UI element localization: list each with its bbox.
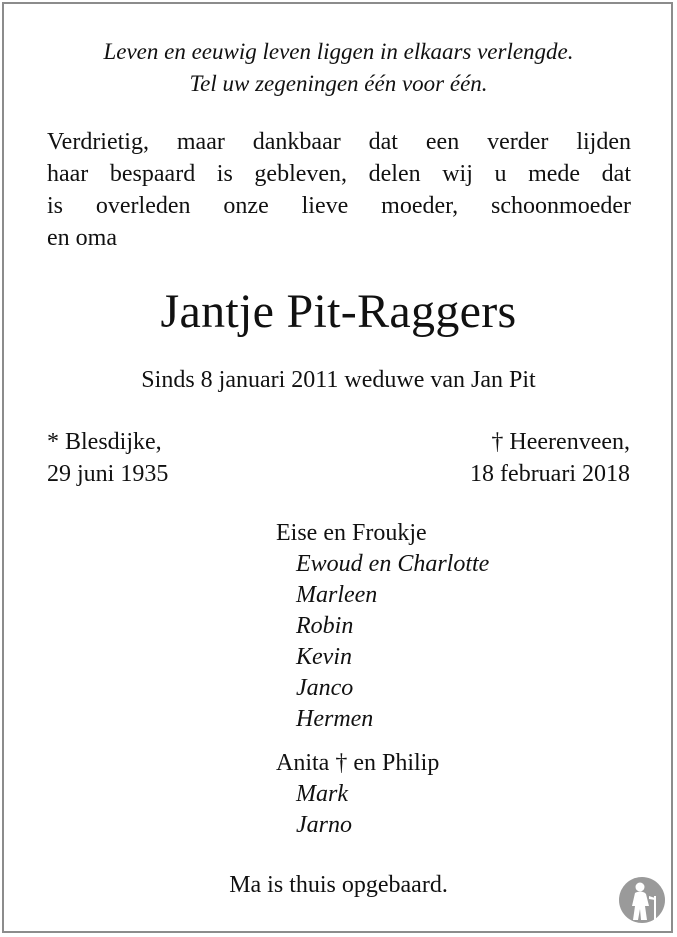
family-child: Jarno (296, 812, 352, 838)
intro-line-1 (47, 126, 631, 158)
death-date: 18 februari 2018 (470, 461, 630, 487)
death-place: † Heerenveen, (491, 429, 630, 455)
motto-line-2: Tel uw zegeningen één voor één. (189, 71, 488, 96)
birth-place: * Blesdijke, (47, 429, 162, 455)
deceased-name: Jantje Pit-Raggers (160, 285, 517, 338)
family-child: Robin (296, 613, 354, 639)
widow-note: Sinds 8 januari 2011 weduwe van Jan Pit (141, 367, 536, 393)
family-child: Janco (296, 675, 354, 701)
family-group-2 (276, 748, 439, 841)
family-child: Marleen (296, 582, 378, 608)
intro-text-3: is overleden onze lieve moeder, schoonmoeder (47, 193, 631, 219)
intro-text-2: haar bespaard is gebleven, delen wij u mede dat (47, 161, 631, 187)
intro-line-4 (47, 222, 631, 254)
birth-date: 29 juni 1935 (47, 461, 169, 487)
mourning-figure-icon (618, 876, 666, 924)
family-child: Ewoud en Charlotte (296, 551, 490, 577)
intro-text-1: Verdrietig, maar dankbaar dat een verder lijden (47, 129, 631, 155)
intro-text-4: en oma (47, 225, 117, 251)
motto-line-1: Leven en eeuwig leven liggen in elkaars verlengde. (103, 39, 574, 64)
closing-line: Ma is thuis opgebaard. (229, 872, 448, 898)
family-child: Mark (296, 781, 348, 807)
family-group-1 (276, 518, 489, 735)
birth-info (47, 426, 168, 490)
family-parents: Eise en Froukje (276, 520, 427, 546)
family-parents: Anita † en Philip (276, 750, 440, 776)
intro-line-3 (47, 190, 631, 222)
family-child: Hermen (296, 706, 374, 732)
death-info (470, 426, 630, 490)
intro-line-2 (47, 158, 631, 190)
family-child: Kevin (296, 644, 352, 670)
